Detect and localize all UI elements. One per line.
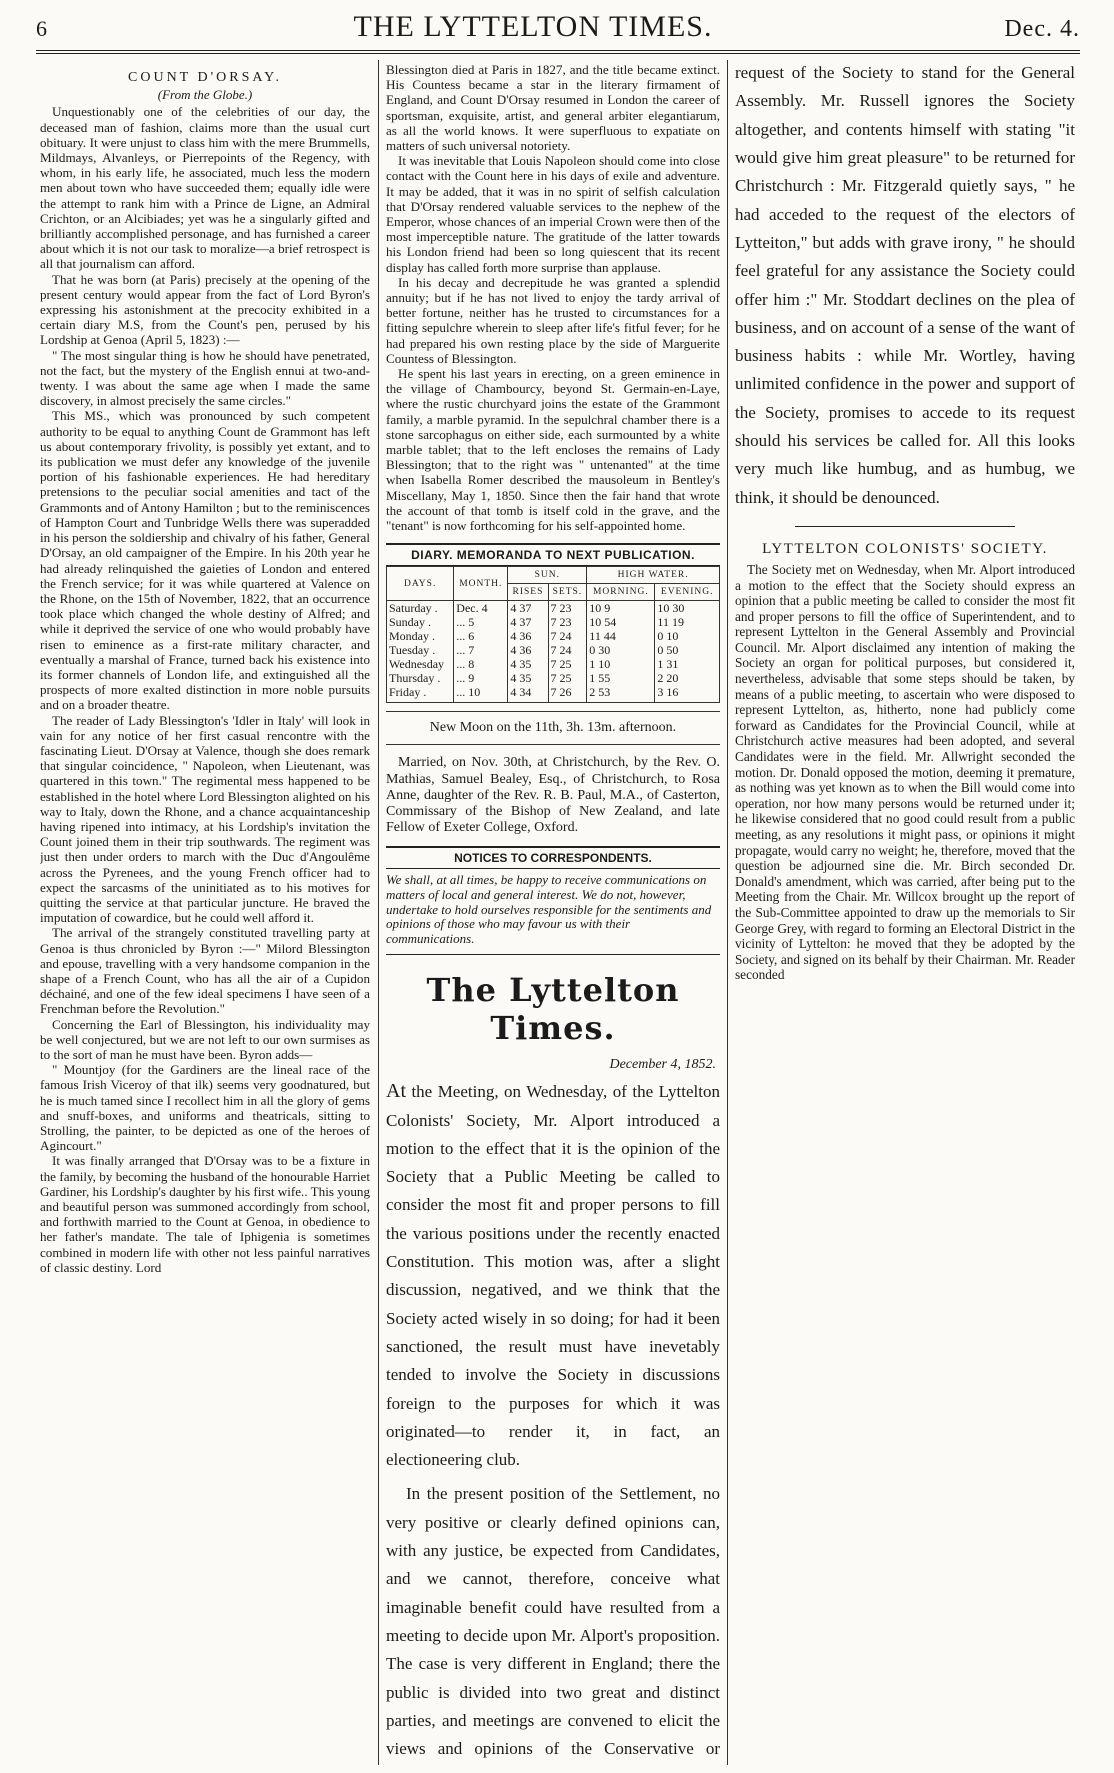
moon-notice: New Moon on the 11th, 3h. 13m. afternoon. (386, 711, 720, 745)
diary-sunset: 7 25 (548, 657, 587, 671)
article-paragraph: The arrival of the strangely constituted travelling party at Genoa is thus chronicled by Byron :—" Milord Blessington and epouse, travelling with a very handsome companion in the shape of a French Count, who has all the air of a Cupidon déchainé, and one of the few ideal specimens I have seen of a Frenchman before the Revolution." (40, 925, 370, 1017)
diary-month-cell (454, 671, 508, 685)
notices-text: We shall, at all times, be happy to receive communications on matters of local and general interest. We do not, however, undertake to hold ourselves responsible for the sentiments and opinions of those who may favour us with their communications. (386, 869, 720, 955)
editorial-dateline: December 4, 1852. (609, 1057, 716, 1073)
diary-morning-tide: 0 30 (587, 643, 655, 657)
diary-month: ... (456, 643, 466, 658)
diary-sunset: 7 24 (548, 643, 587, 657)
newspaper-title: THE LYTTELTON TIMES. (353, 10, 713, 43)
diary-sunset: 7 25 (548, 671, 587, 685)
diary-morning-tide: 10 9 (587, 601, 655, 616)
diary-date: 4 (481, 601, 488, 616)
diary-morning-tide: 2 53 (587, 685, 655, 703)
society-heading: LYTTELTON COLONISTS' SOCIETY. (762, 540, 1048, 557)
diary-sunset: 7 23 (548, 615, 587, 629)
article-paragraph: The reader of Lady Blessington's 'Idler in Italy' will look in vain for any notice of her first casual rencontre with the fascinating Lieut. D'Orsay at Valence, though she does remark that singular coincidence, " Napoleon, when Lieutenant, was quartered in this town." The regimental mess happened to be established in the hotel where Lord Blessington alighted on his way to Italy, down the Rhone, and a chance acquaintanceship having ripened into intimacy, at his Lordship's invitation the Count joined them in their trip southwards. The regiment was just then under orders to march with the Duc d'Angoulême across the Pyrenees, and the young French officer had to expect the sarcasms of the uninitiated as to his motives for quitting the service at that particular juncture. He braved the imputation of cowardice, but he could well afford it. (40, 712, 370, 926)
diary-sunset: 7 23 (548, 601, 587, 616)
diary-sunrise: 4 36 (508, 643, 548, 657)
diary-sunrise: 4 35 (508, 657, 548, 671)
page-number: 6 (36, 16, 47, 41)
diary-month-cell (454, 643, 508, 657)
article-paragraph: It was inevitable that Louis Napoleon should come into close contact with the Count here in his days of exile and adventure. It may be added, that it was in no spirit of selfish calculation that D'Orsay rendered valuable services to the nephew of the Emperor, whose chances of an imperial Crown were then of the most imperceptible nature. The gratitude of the latter towards his London friend had been so long quiescent that its recent display has called forth more surprise than applause. (386, 153, 720, 275)
diary-month: ... (456, 629, 466, 644)
diary-sunrise: 4 37 (508, 615, 548, 629)
diary-table (386, 566, 720, 703)
table-row (387, 671, 720, 685)
article-heading-count-dorsay: COUNT D'ORSAY. (128, 70, 282, 85)
diary-month: ... (456, 657, 466, 672)
article-paragraph: He spent his last years in erecting, on a green eminence in the village of Chambourcy, beyond St. Germain-en-Laye, where the rustic churchyard joins the estate of the Grammont family, a marble pyramid. In the sepulchral chamber there is a stone sarcophagus on either side, each surmounted by a white marble tablet; that to the left encloses the remains of Lady Blessington; that to the right was " untenanted" at the time when Isabella Romer described the mausoleum in Bentley's Miscellany, May 1, 1850. Since then the fair hand that wrote the account of that tomb is itself cold in the grave, and the "tenant" is now forthcoming for his self-appointed home. (386, 366, 720, 534)
diary-date: 9 (468, 671, 475, 686)
masthead (36, 10, 1080, 44)
diary-sunrise: 4 35 (508, 671, 548, 685)
diary-evening-tide: 0 50 (655, 643, 720, 657)
diary-header-morning: MORNING. (587, 584, 655, 601)
diary-evening-tide: 1 31 (655, 657, 720, 671)
diary-month-cell (454, 685, 508, 703)
masthead-rule (36, 50, 1080, 51)
issue-date: Dec. 4. (1004, 16, 1080, 42)
diary-sunrise: 4 36 (508, 629, 548, 643)
diary-header-sets: SETS. (548, 584, 587, 601)
diary-morning-tide: 11 44 (587, 629, 655, 643)
diary-day: Wednesday (387, 657, 454, 671)
diary-day: Tuesday . (387, 643, 454, 657)
diary-month: Dec. (456, 601, 479, 616)
diary-month: ... (456, 615, 466, 630)
diary-sunrise: 4 34 (508, 685, 548, 703)
diary-evening-tide: 3 16 (655, 685, 720, 703)
diary-month-cell (454, 615, 508, 629)
table-row (387, 643, 720, 657)
diary-evening-tide: 0 10 (655, 629, 720, 643)
diary-date: 5 (468, 615, 475, 630)
diary-morning-tide: 1 55 (587, 671, 655, 685)
diary-date: 10 (468, 685, 481, 700)
diary-day: Friday . (387, 685, 454, 703)
column-1 (40, 62, 370, 1767)
diary-header-sun: SUN. (508, 567, 587, 584)
column-2 (386, 62, 720, 1767)
diary-day: Monday . (387, 629, 454, 643)
editorial-nameplate: The Lyttelton Times. (426, 971, 680, 1048)
section-rule (795, 526, 1015, 527)
diary-header-days: DAYS. (387, 567, 454, 601)
article-quote: " Mountjoy (for the Gardiners are the lineal race of the famous Irish Viceroy of that ilk) seems very goodnatured, but he is much tamed since I recollect him in all the glory of gems and snuff-boxes, and uniforms and theatricals, sitting to Strolling, the painter, to be depicted as one of the heroes of Agincourt." (40, 1062, 370, 1154)
article-source: (From the Globe.) (157, 87, 253, 103)
article-quote: " The most singular thing is how he should have penetrated, not the fact, but the mystery of the English ennui at two-and-twenty. I was about the same age when I made the same discovery, in almost precisely the same circles." (40, 347, 370, 409)
diary-date: 6 (468, 629, 475, 644)
diary-header-evening: EVENING. (655, 584, 720, 601)
article-paragraph: It was finally arranged that D'Orsay was to be a fixture in the family, by becoming the husband of the honourable Harriet Gardiner, his Lordship's daughter by his first wife.. This young and beautiful person was summoned accordingly from school, and forthwith married to the Count at Genoa, in obedience to her father's mandate. The tale of Iphigenia is sometimes combined in modern life with other not less painful narratives of classic destiny. Lord (40, 1153, 370, 1275)
masthead-rule-2 (36, 53, 1080, 54)
diary-evening-tide: 2 20 (655, 671, 720, 685)
editorial-paragraph: request of the Society to stand for the General Assembly. Mr. Russell ignores the Society altogether, and contents himself with stating "it would give him great pleasure" to be returned for Christchurch : Mr. Fitzgerald quietly says, " he had acceded to the request of the electors of Lytteiton," but adds with grave irony, " he should feel grateful for any assistance the Society could offer him :" Mr. Stoddart declines on the plea of business, and on account of a sense of the want of business habits : while Mr. Wortley, having unlimited confidence in the power and support of the Society, promises to accede to its request should his services be called for. All this looks very much like humbug, and as humbug, we think, it should be denounced. (735, 63, 1075, 507)
diary-sunset: 7 24 (548, 629, 587, 643)
column-divider-2 (727, 60, 728, 1765)
marriage-notice: Married, on Nov. 30th, at Christchurch, by the Rev. O. Mathias, Samuel Bealey, Esq., of Christchurch, to Rosa Anne, daughter of the Rev. R. B. Paul, M.A., of Casterton, Commissary of the Bishop of New Zealand, and late Fellow of Exeter College, Oxford. (386, 755, 720, 836)
article-paragraph: That he was born (at Paris) precisely at the opening of the present century would appear from the fact of Lord Byron's expressing his astonishment at the precocity exhibited in a certain diary M.S, from the Count's pen, perused by his Lordship at Genoa (April 5, 1823) :— (40, 271, 370, 348)
diary-month-cell (454, 601, 508, 616)
notices-heading: NOTICES TO CORRESPONDENTS. (386, 846, 720, 869)
table-row (387, 685, 720, 703)
article-paragraph: Unquestionably one of the celebrities of our day, the deceased man of fashion, claims more than the usual curt obituary. It were unjust to class him with the mere Brummells, Mildmays, Alvanleys, or Pierrepoints of the Regency, with whom, in his early life, he associated, much less the modern men about town who have succeeded them; equally idle were the attempt to rank him with a Prince de Ligne, an Admiral Crichton, or an Alcibiades; yet was he a singularly gifted and brilliantly accomplished personage, and has furnished a career about which it is not our task to moralize—a brief retrospect is all that journalism can afford. (40, 104, 370, 272)
society-report: The Society met on Wednesday, when Mr. Alport introduced a motion to the effect that the Society should express an opinion that a public meeting be called to consider the most fit and proper persons to fill the office of Superintendent, and to represent Lyttelton in the General Assembly and Provincial Council. Mr. Alport disclaimed any intention of making the Society an organ for political purposes, but considered it, nevertheless, advisable that some steps should be taken, by means of a public meeting, to ascertain who were disposed to represent Lyttelton, as, hitherto, none had publicly come forward as Candidates for the Provincial Council, while at Christchurch active measures had been adopted, and several Candidates were in the field. Mr. Allwright seconded the motion. Dr. Donald opposed the motion, deeming it premature, as nothing was yet known as to when the Bill would come into operation, nor how many persons would be returned under it; he likewise considered that no good could result from a public meeting, as any resolutions it might pass, or opinions it might propagate, would carry no weight; he, therefore, moved that the question be adjourned sine die. Mr. Birch seconded Dr. Donald's amendment, which was carried, after being put to the Meeting from the Chair. Mr. Willcox brought up the report of the Sub-Committee appointed to draw up the memorials to Sir George Grey, with regard to forming an Electoral District in the vicinity of Lyttelton: he moved that they be adopted by the Society, and signed on its behalf by their Chairman. Mr. Reader seconded (735, 561, 1075, 983)
editorial-paragraph: In the present position of the Settlement, no very positive or clearly defined opinions can, with any justice, be expected from Candidates, and we cannot, therefore, conceive what imaginable benefit could have resulted from a meeting to decide upon Mr. Alport's proposition. The case is very different in England; there the public is divided into two great and distinct parties, and meetings are convened to elicit the views and opinions of the Conservative or (386, 1484, 720, 1759)
diary-date: 7 (468, 643, 475, 658)
diary-month-cell (454, 657, 508, 671)
diary-evening-tide: 11 19 (655, 615, 720, 629)
article-paragraph: Concerning the Earl of Blessington, his individuality may be well conjectured, but we are not left to our own surmises as to the sort of man he must have been. Byron adds— (40, 1016, 370, 1062)
diary-month: ... (456, 671, 466, 686)
diary-date: 8 (468, 657, 475, 672)
diary-month-cell (454, 629, 508, 643)
diary-header-month: MONTH. (454, 567, 508, 601)
diary-day: Saturday . (387, 601, 454, 616)
column-divider-1 (378, 60, 379, 1765)
table-row (387, 629, 720, 643)
diary-sunrise: 4 37 (508, 601, 548, 616)
article-paragraph: In his decay and decrepitude he was granted a splendid annuity; but if he has not lived to enjoy the tardy arrival of better fortune, neither has he trusted to circumstances for a fitting sepulchre wherein to sleep after life's fitful fever; for he had prepared his own resting place by the side of Marguerite Countess of Blessington. (386, 274, 720, 366)
diary-day: Thursday . (387, 671, 454, 685)
diary-evening-tide: 10 30 (655, 601, 720, 616)
table-row (387, 601, 720, 616)
diary-header-high-water: HIGH WATER. (587, 567, 720, 584)
column-3 (735, 62, 1075, 1767)
editorial-text: the Meeting, on Wednesday, of the Lyttelton Colonists' Society, Mr. Alport introduced a motion to the effect that it is the opinion of the Society that a Public Meeting be called to consider the most fit and proper persons to fill the various positions under the recently enacted Constitution. This motion was, after a slight discussion, negatived, and we think that the Society acted wisely in so doing; for had it been sanctioned, the result must have inevetably tended to involve the Society in discussions foreign to the purposes for which it was originated—to render it, in fact, an electioneering club. (386, 1082, 720, 1470)
table-row (387, 657, 720, 671)
diary-header-rises: RISES (508, 584, 548, 601)
editorial-dropcap: At (386, 1080, 406, 1103)
article-paragraph: Blessington died at Paris in 1827, and the title became extinct. His Countess became a star in the literary firmament of England, and Count D'Orsay resumed in London the career of sportsman, exquisite, artist, and general arbiter elegantiarum, as all the world knows. It were superfluous to expatiate on matters of such universal notoriety. (386, 62, 720, 154)
editorial-paragraph (386, 1077, 720, 1474)
table-row (387, 615, 720, 629)
diary-day: Sunday . (387, 615, 454, 629)
article-paragraph: This MS., which was pronounced by such competent authority to be equal to anything Count de Grammont has left us about contemporary frivolity, is possibly yet extant, and to its publication we must defer any knowledge of the juvenile portion of his fashionable experiences. He had hereditary pretensions to the peculiar social amenities and tact of the Grammonts and of Antony Hamilton ; but to the reminiscences of Hampton Court and Tunbridge Wells there was superadded in his person the soldiership and chivalry of his father, General D'Orsay, an old campaigner of the Empire. In his 20th year he had already relinquished the gaieties of London and entered the French service; for it was while quartered at Valence on the Rhone, on the 15th of November, 1822, that an occurrence took place which changed the whole destiny of Alfred; and while it deprived the service of one who would probably have risen to eminence as a first-rate military character, and eventually a marshal of France, turned back his existence into its former channels of London life, and extinguished all the prospects of more exalted distinction in more noble pursuits and on a broader theatre. (40, 408, 370, 713)
diary-month: ... (456, 685, 466, 700)
diary-morning-tide: 1 10 (587, 657, 655, 671)
diary-sunset: 7 26 (548, 685, 587, 703)
diary-heading: DIARY. MEMORANDA TO NEXT PUBLICATION. (386, 543, 720, 566)
diary-morning-tide: 10 54 (587, 615, 655, 629)
